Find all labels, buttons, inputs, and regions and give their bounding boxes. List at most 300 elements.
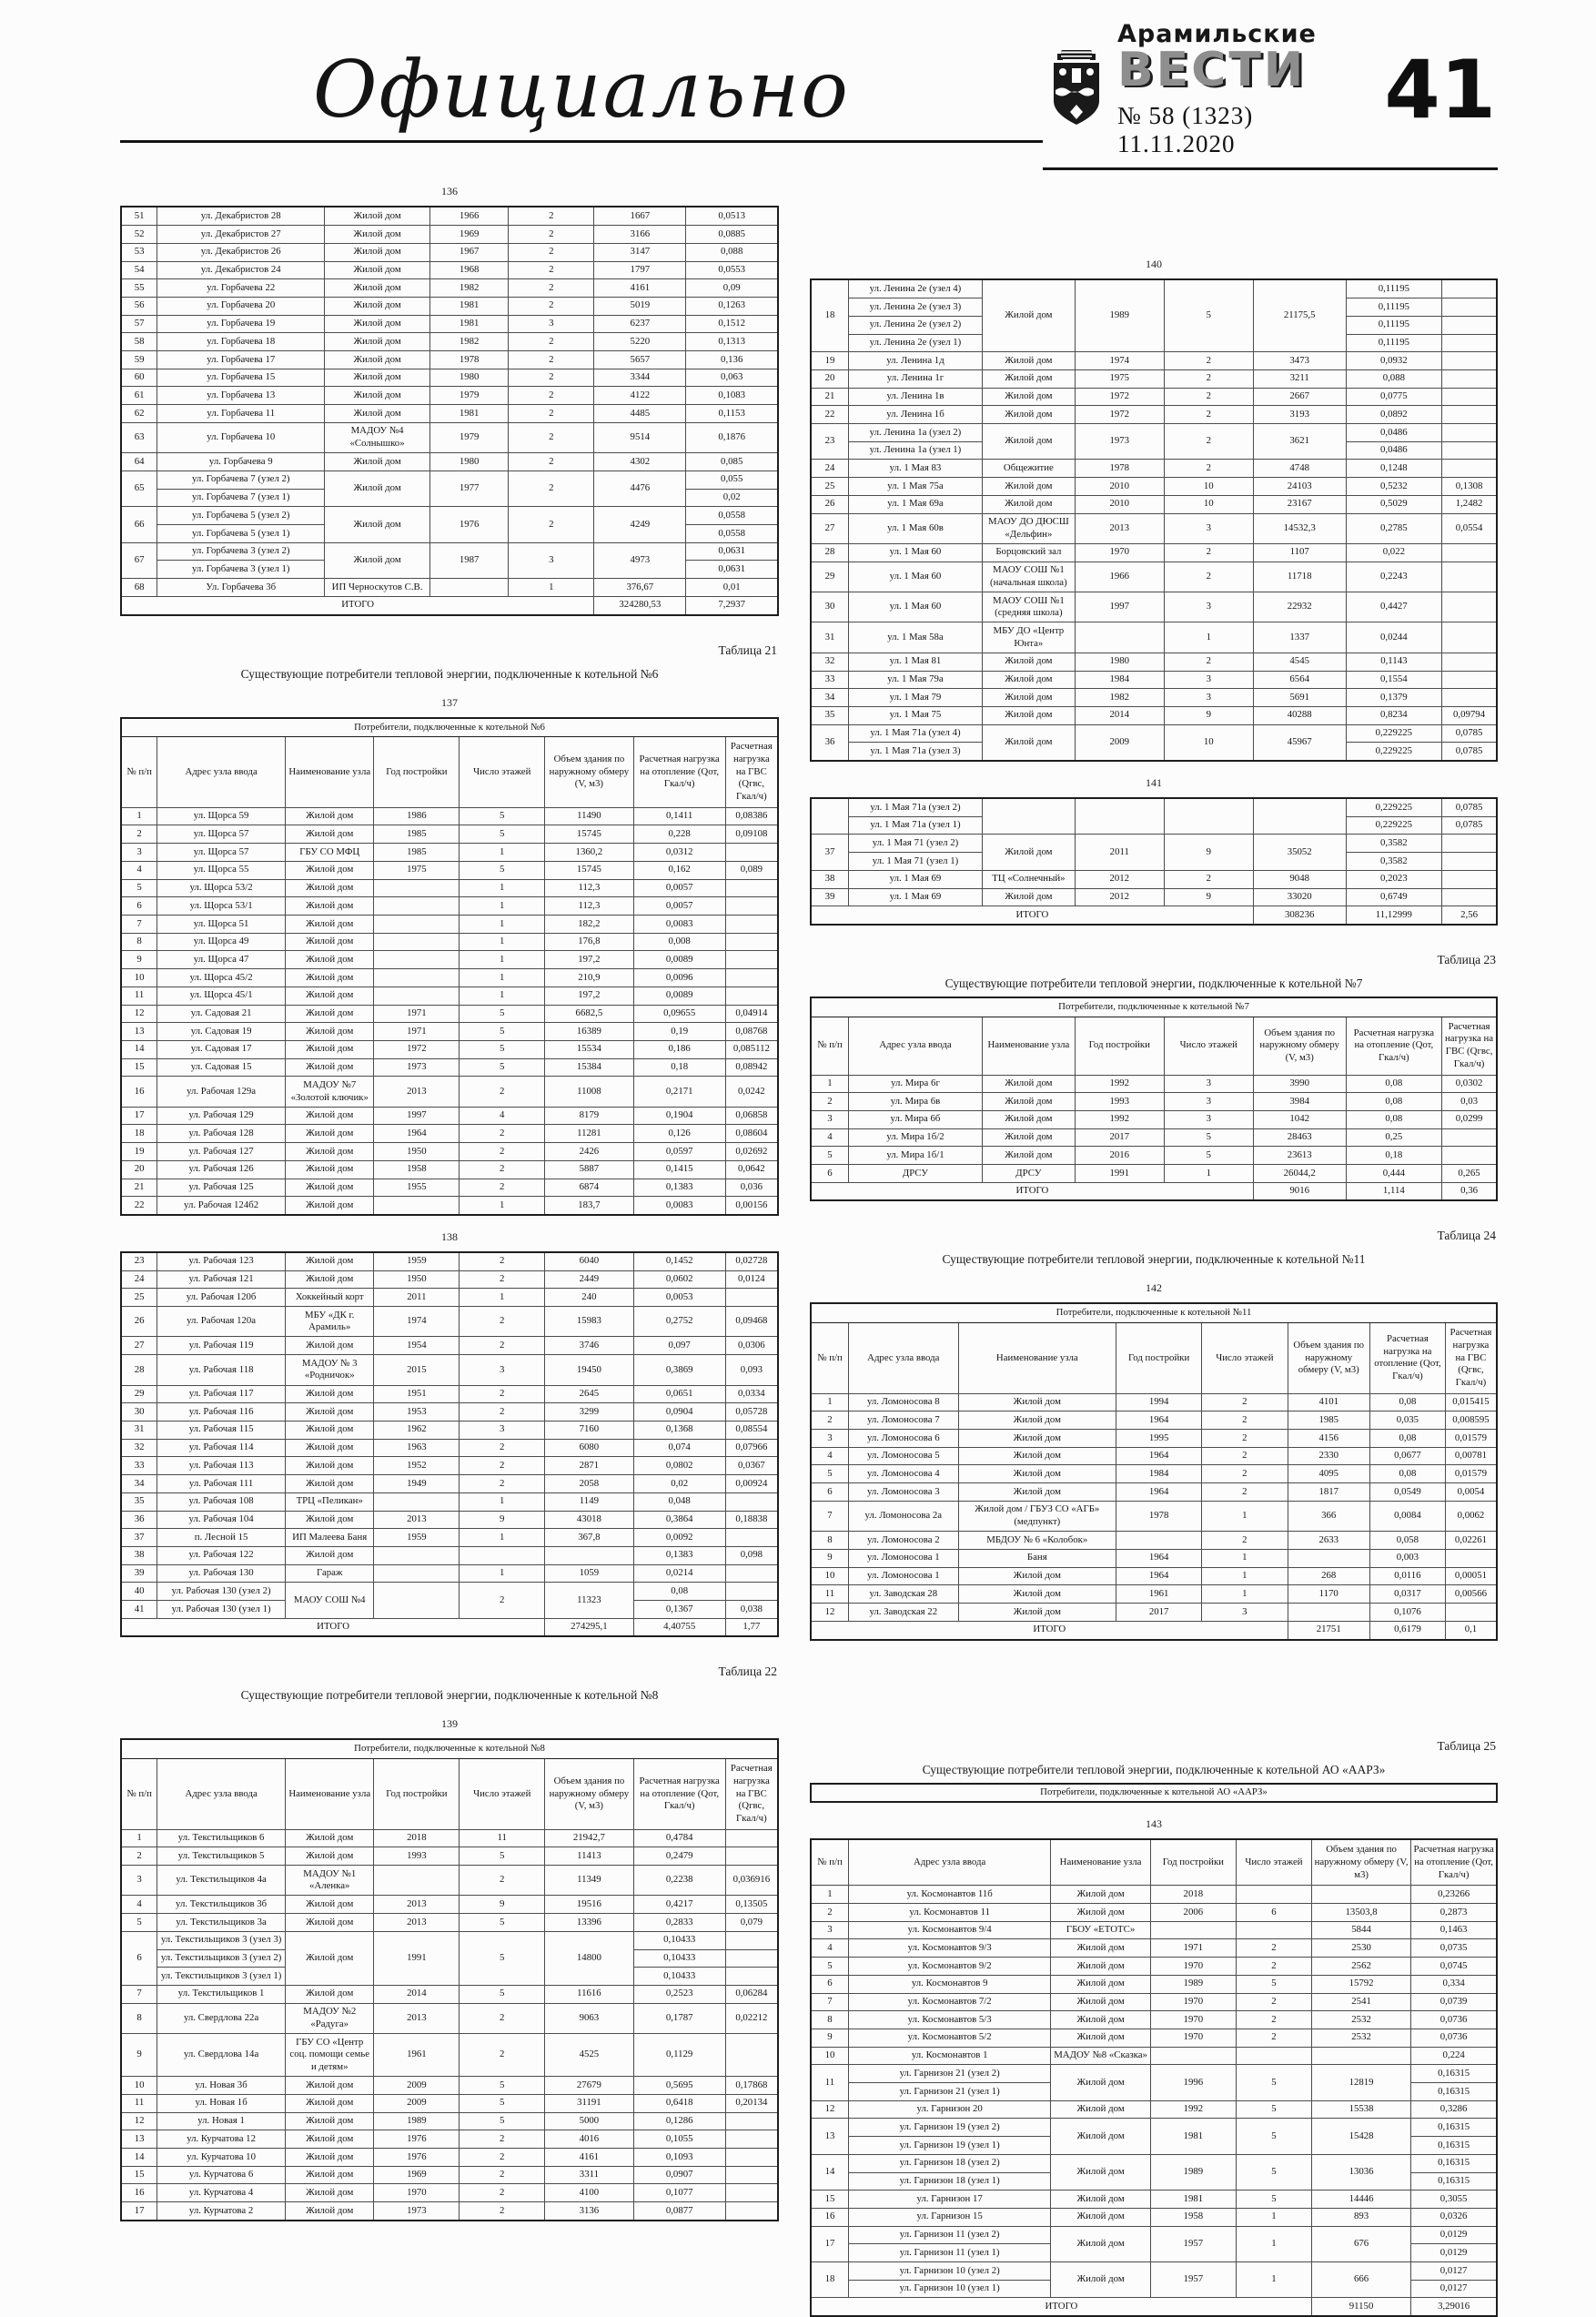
- table-cell: 10: [811, 2047, 848, 2065]
- table-row: [121, 453, 778, 471]
- table-cell: 9: [1164, 888, 1253, 906]
- table-cell: 1: [121, 807, 157, 825]
- table-cell: 28463: [1253, 1128, 1346, 1147]
- table-cell: ул. Рабочая 120а: [157, 1307, 286, 1337]
- table-cell: 1981: [429, 405, 509, 423]
- table-cell: 5: [460, 2094, 545, 2112]
- table-cell: Жилой дом: [1051, 1975, 1150, 1993]
- table-cell: ул. Космонавтов 9/2: [848, 1958, 1050, 1976]
- table-cell: 8: [811, 2011, 848, 2029]
- table-cell: 0,16315: [1411, 2065, 1497, 2083]
- table-cell: 0,0602: [633, 1270, 725, 1289]
- table-title: Существующие потребители тепловой энергии, подключенные к котельной №11: [942, 1252, 1366, 1267]
- table-cell: 12: [121, 2112, 157, 2130]
- table-cell: 1976: [374, 2130, 460, 2149]
- table-cell: 1667: [594, 207, 686, 225]
- table-cell: 5: [121, 879, 157, 897]
- table-cell: 5: [460, 1058, 545, 1077]
- table-cell: 1969: [429, 226, 509, 244]
- table-cell: Жилой дом: [285, 1197, 373, 1215]
- table-cell: 27679: [545, 2077, 633, 2095]
- table-cell: Жилой дом: [1051, 2011, 1150, 2029]
- table-cell: 0,18: [1346, 1147, 1442, 1165]
- data-table: [120, 1251, 779, 1637]
- table-cell: 12819: [1311, 2065, 1410, 2100]
- table-cell: [1445, 1604, 1497, 1622]
- table-cell: 1977: [429, 470, 509, 506]
- table-cell: 18: [121, 1125, 157, 1143]
- table-row: [811, 1501, 1497, 1531]
- table-cell: Жилой дом: [285, 2094, 373, 2112]
- table-cell: 1971: [1150, 1939, 1236, 1958]
- table-cell: ИТОГО: [121, 1618, 545, 1636]
- table-cell: 25: [121, 1289, 157, 1307]
- table-cell: 7: [811, 1993, 848, 2011]
- table-cell: 0,0785: [1442, 724, 1497, 743]
- table-row: [121, 1759, 778, 1830]
- table-row: [121, 1618, 778, 1636]
- table-cell: Объем здания по наружному обмеру (V, м3): [545, 1759, 633, 1830]
- table-cell: [1236, 2047, 1311, 2065]
- table-cell: [374, 1564, 460, 1583]
- table-cell: ул. 1 Мая 75: [848, 706, 982, 724]
- table-cell: 11: [811, 1585, 848, 1604]
- table-sheet-number: 138: [441, 1229, 458, 1243]
- table-cell: 0,00566: [1445, 1585, 1497, 1604]
- table-cell: 2017: [1116, 1604, 1202, 1622]
- table-cell: 9016: [1253, 1182, 1346, 1200]
- table-cell: ул. Гарнизон 10 (узел 2): [848, 2262, 1050, 2281]
- table-cell: 12: [811, 1604, 848, 1622]
- table-cell: 0,162: [633, 861, 725, 879]
- table-cell: 0,0244: [1346, 622, 1442, 653]
- city-crest-icon: [1048, 48, 1105, 131]
- table-cell: 3: [811, 1110, 848, 1128]
- table-cell: Объем здания по наружному обмеру (V, м3): [1311, 1839, 1410, 1886]
- table-cell: [1442, 562, 1497, 592]
- table-cell: Жилой дом: [982, 1093, 1075, 1111]
- table-cell: 0,088: [686, 243, 778, 261]
- table-cell: 0,02692: [725, 1143, 778, 1161]
- table-row: [121, 1421, 778, 1439]
- table-cell: 0,11195: [1346, 334, 1442, 352]
- table-cell: ул. Ленина 2е (узел 1): [848, 334, 982, 352]
- table-cell: ул. Горбачева 3 (узел 2): [157, 542, 325, 561]
- table-cell: 1957: [1150, 2226, 1236, 2261]
- table-cell: 1985: [374, 825, 460, 844]
- table-cell: 4973: [594, 542, 686, 578]
- table-cell: Потребители, подключенные к котельной №11: [811, 1303, 1497, 1322]
- table-row: [811, 513, 1497, 543]
- table-cell: 1: [811, 1075, 848, 1093]
- table-cell: 5: [460, 1985, 545, 2003]
- table-cell: Жилой дом: [285, 1421, 373, 1439]
- table-cell: МАДОУ №2 «Радуга»: [285, 2003, 373, 2033]
- table-cell: 2: [1236, 1939, 1311, 1958]
- table-cell: 31191: [545, 2094, 633, 2112]
- table-cell: 25: [811, 478, 848, 496]
- table-cell: [545, 1546, 633, 1564]
- table-cell: 2: [1202, 1393, 1288, 1411]
- table-cell: [1442, 406, 1497, 424]
- table-cell: 5: [460, 825, 545, 844]
- table-cell: 0,0785: [1442, 816, 1497, 835]
- table-cell: ул. Рабочая 120б: [157, 1289, 286, 1307]
- table-cell: 0,0877: [633, 2202, 725, 2221]
- table-cell: 1952: [374, 1457, 460, 1475]
- table-cell: 0,022: [1346, 543, 1442, 562]
- table-cell: 2541: [1311, 1993, 1410, 2011]
- table-cell: [429, 579, 509, 597]
- table-cell: 0,0775: [1346, 388, 1442, 406]
- table-cell: 0,3582: [1346, 835, 1442, 853]
- table-cell: ул. Новая 1: [157, 2112, 286, 2130]
- table-cell: 0,0084: [1369, 1501, 1445, 1531]
- table-cell: 0,0736: [1411, 2029, 1497, 2047]
- table-cell: 0,00051: [1445, 1567, 1497, 1585]
- table-sheet-number: 143: [1146, 1817, 1162, 1831]
- table-cell: 1970: [374, 2184, 460, 2202]
- table-cell: 0,1076: [1369, 1604, 1445, 1622]
- table-row: [121, 2184, 778, 2202]
- table-row: [121, 2149, 778, 2167]
- table-cell: 0,136: [686, 351, 778, 369]
- table-row: [121, 207, 778, 225]
- table-row: [121, 369, 778, 387]
- table-cell: ул. Космонавтов 11б: [848, 1886, 1050, 1904]
- table-row: [121, 1125, 778, 1143]
- table-cell: Адрес узла ввода: [848, 1017, 982, 1075]
- table-cell: 15428: [1311, 2119, 1410, 2154]
- table-cell: ул. Рабочая 111: [157, 1475, 286, 1493]
- table-row: [811, 406, 1497, 424]
- table-cell: [374, 879, 460, 897]
- table-cell: Год постройки: [374, 1759, 460, 1830]
- table-cell: 39: [121, 1564, 157, 1583]
- table-cell: Жилой дом: [1051, 2065, 1150, 2100]
- table-cell: 14446: [1311, 2191, 1410, 2209]
- table-cell: 3: [1164, 1075, 1253, 1093]
- table-title: Существующие потребители тепловой энергии, подключенные к котельной №6: [240, 666, 659, 681]
- table-cell: 2: [1202, 1532, 1288, 1550]
- table-cell: 0,09108: [725, 825, 778, 844]
- table-cell: 0,04914: [725, 1005, 778, 1023]
- table-cell: 3: [1164, 1110, 1253, 1128]
- table-cell: 0,10433: [633, 1949, 725, 1968]
- table-cell: ул. Горбачева 18: [157, 333, 325, 351]
- table-row: [121, 2166, 778, 2184]
- table-cell: 367,8: [545, 1529, 633, 1547]
- table-cell: 0,08604: [725, 1125, 778, 1143]
- table-row: [811, 1839, 1497, 1886]
- table-cell: ул. Ломоносова 5: [848, 1447, 958, 1465]
- table-cell: № п/п: [811, 1017, 848, 1075]
- table-cell: 20: [121, 1160, 157, 1179]
- table-cell: 0,0642: [725, 1160, 778, 1179]
- table-cell: 0,2171: [633, 1077, 725, 1107]
- table-cell: ул. Космонавтов 9/4: [848, 1921, 1050, 1939]
- table-row: [121, 1040, 778, 1058]
- table-row: [811, 1430, 1497, 1448]
- table-cell: Жилой дом: [285, 1985, 373, 2003]
- table-cell: 676: [1311, 2226, 1410, 2261]
- table-cell: 16: [121, 2184, 157, 2202]
- table-cell: 2: [811, 1411, 848, 1430]
- table-cell: Жилой дом: [325, 226, 430, 244]
- table-cell: Расчетная нагрузка на отопление (Qот, Гкал/ч): [1411, 1839, 1497, 1886]
- table-cell: МБДОУ № 6 «Колобок»: [958, 1532, 1116, 1550]
- data-table: [810, 997, 1498, 1201]
- table-cell: 38: [811, 870, 848, 888]
- table-cell: 2: [460, 2202, 545, 2221]
- table-cell: 8: [811, 1532, 848, 1550]
- table-cell: 1955: [374, 1179, 460, 1197]
- table-row: [121, 1179, 778, 1197]
- table-cell: 5: [460, 807, 545, 825]
- table-cell: Жилой дом: [285, 969, 373, 987]
- table-cell: 36: [121, 1511, 157, 1529]
- table-cell: Расчетная нагрузка на ГВС (Qгвс, Гкал/ч): [725, 1759, 778, 1830]
- table-cell: ул. Щорса 45/2: [157, 969, 286, 987]
- table-cell: 112,3: [545, 879, 633, 897]
- table-cell: ул. Мира 1б/1: [848, 1147, 982, 1165]
- table-cell: 0,055: [686, 470, 778, 489]
- table-cell: 0,3286: [1411, 2100, 1497, 2119]
- table-cell: 2: [460, 1385, 545, 1403]
- table-label: Таблица 21: [718, 642, 777, 657]
- table-cell: 0,0302: [1442, 1075, 1497, 1093]
- table-cell: 1968: [429, 261, 509, 279]
- table-cell: 0,08942: [725, 1058, 778, 1077]
- table-cell: 0,20134: [725, 2094, 778, 2112]
- table-row: [121, 596, 778, 614]
- table-cell: 0,06858: [725, 1107, 778, 1125]
- table-cell: [1442, 853, 1497, 871]
- table-cell: Жилой дом: [982, 388, 1075, 406]
- table-cell: ул. Декабристов 26: [157, 243, 325, 261]
- table-cell: МАОУ ДО ДЮСШ «Дельфин»: [982, 513, 1075, 543]
- table-row: [121, 1403, 778, 1422]
- table-cell: 2013: [374, 1896, 460, 1914]
- table-cell: 7: [121, 1985, 157, 2003]
- table-cell: 6: [121, 897, 157, 916]
- table-cell: [1288, 1604, 1369, 1622]
- table-cell: 5: [460, 861, 545, 879]
- table-cell: ул. Ломоносова 1: [848, 1549, 958, 1567]
- table-cell: 0,2479: [633, 1847, 725, 1866]
- table-cell: 1984: [1116, 1465, 1202, 1483]
- table-cell: Жилой дом: [285, 1058, 373, 1077]
- table-cell: 19516: [545, 1896, 633, 1914]
- table-cell: 3344: [594, 369, 686, 387]
- table-cell: 3: [1164, 671, 1253, 689]
- table-cell: [725, 1829, 778, 1847]
- table-row: [811, 543, 1497, 562]
- table-cell: 4: [811, 1447, 848, 1465]
- table-cell: Жилой дом: [982, 1110, 1075, 1128]
- table-row: [121, 1492, 778, 1511]
- table-cell: [374, 933, 460, 951]
- table-cell: 0,1554: [1346, 671, 1442, 689]
- table-cell: 5: [460, 1023, 545, 1041]
- table-cell: № п/п: [811, 1839, 848, 1886]
- table-cell: 28: [811, 543, 848, 562]
- table-cell: 0,1093: [633, 2149, 725, 2167]
- table-row: [121, 2003, 778, 2033]
- table-cell: 21: [811, 388, 848, 406]
- table-cell: [1442, 888, 1497, 906]
- table-cell: Жилой дом: [285, 1107, 373, 1125]
- table-cell: Жилой дом: [285, 2112, 373, 2130]
- table-row: [811, 279, 1497, 298]
- table-cell: ул. Ломоносова 8: [848, 1393, 958, 1411]
- table-cell: МАДОУ №8 «Сказка»: [1051, 2047, 1150, 2065]
- table-cell: ул. Гарнизон 10 (узел 1): [848, 2280, 1050, 2298]
- table-cell: 0,063: [686, 369, 778, 387]
- table-cell: ул. Горбачева 11: [157, 405, 325, 423]
- table-cell: 0,08: [1346, 1093, 1442, 1111]
- table-cell: 0,16315: [1411, 2137, 1497, 2155]
- table-cell: 14: [121, 2149, 157, 2167]
- table-cell: 2: [1202, 1465, 1288, 1483]
- table-cell: ул. Курчатова 4: [157, 2184, 286, 2202]
- table-cell: 0,0367: [725, 1457, 778, 1475]
- table-cell: Ул. Горбачева 3б: [157, 579, 325, 597]
- table-row: [121, 986, 778, 1005]
- table-cell: Потребители, подключенные к котельной АО «ААРЗ»: [811, 1784, 1497, 1803]
- table-cell: Жилой дом: [285, 1252, 373, 1270]
- table-cell: 2: [1236, 1993, 1311, 2011]
- table-cell: [725, 2130, 778, 2149]
- table-cell: [1075, 622, 1164, 653]
- table-cell: 0,0631: [686, 542, 778, 561]
- table-cell: 1: [1202, 1549, 1288, 1567]
- table-cell: 15538: [1311, 2100, 1410, 2119]
- table-row: [121, 279, 778, 298]
- table-cell: 2013: [374, 1914, 460, 1932]
- table-cell: ул. Гарнизон 21 (узел 1): [848, 2083, 1050, 2101]
- table-cell: ул. Рабочая 129: [157, 1107, 286, 1125]
- table-cell: 0,038: [725, 1601, 778, 1619]
- table-cell: ИТОГО: [121, 596, 594, 614]
- table-row: [811, 653, 1497, 671]
- table-cell: [725, 1847, 778, 1866]
- table-cell: [1442, 671, 1497, 689]
- table-row: [121, 1270, 778, 1289]
- table-cell: 0,079: [725, 1914, 778, 1932]
- table-cell: 1953: [374, 1403, 460, 1422]
- table-row: [811, 1393, 1497, 1411]
- table-cell: 2: [509, 351, 594, 369]
- table-row: [121, 2112, 778, 2130]
- table-cell: 1797: [594, 261, 686, 279]
- table-cell: 0,0904: [633, 1403, 725, 1422]
- table-cell: 5: [1236, 2065, 1311, 2100]
- table-cell: Наименование узла: [1051, 1839, 1150, 1886]
- table-cell: [725, 879, 778, 897]
- table-cell: 1982: [1075, 689, 1164, 707]
- table-row: [121, 737, 778, 808]
- table-cell: 1972: [374, 1040, 460, 1058]
- table-cell: Жилой дом: [325, 207, 430, 225]
- table-cell: [1442, 352, 1497, 370]
- table-cell: 1984: [1075, 671, 1164, 689]
- table-cell: ул. Щорса 45/1: [157, 986, 286, 1005]
- table-cell: 67: [121, 542, 157, 578]
- table-cell: 23613: [1253, 1147, 1346, 1165]
- table-cell: 0,5029: [1346, 495, 1442, 513]
- table-cell: 5: [1164, 1147, 1253, 1165]
- table-cell: 0,08: [1369, 1465, 1445, 1483]
- table-cell: ул. 1 Мая 79: [848, 689, 982, 707]
- table-cell: 0,1876: [686, 422, 778, 452]
- table-cell: 11616: [545, 1985, 633, 2003]
- table-cell: 0,098: [725, 1546, 778, 1564]
- table-cell: 4525: [545, 2034, 633, 2077]
- table-row: [121, 1337, 778, 1355]
- table-cell: 1: [460, 879, 545, 897]
- table-cell: 0,008: [633, 933, 725, 951]
- table-label: Таблица 25: [1437, 1738, 1496, 1753]
- table-cell: 1978: [1075, 460, 1164, 478]
- table-cell: 39: [811, 888, 848, 906]
- table-cell: 4101: [1288, 1393, 1369, 1411]
- table-cell: 0,1055: [633, 2130, 725, 2149]
- table-cell: 1967: [429, 243, 509, 261]
- table-cell: 197,2: [545, 986, 633, 1005]
- table-cell: ул. Ломоносова 1: [848, 1567, 958, 1585]
- table-row: [121, 387, 778, 405]
- table-cell: 2: [509, 207, 594, 225]
- table-cell: 1966: [429, 207, 509, 225]
- table-cell: 8179: [545, 1107, 633, 1125]
- table-cell: 2: [509, 405, 594, 423]
- table-cell: ул. 1 Мая 60в: [848, 513, 982, 543]
- table-cell: 2: [460, 1143, 545, 1161]
- table-cell: ул. Декабристов 28: [157, 207, 325, 225]
- table-cell: ГБУ СО МФЦ: [285, 844, 373, 862]
- left-column: [120, 170, 779, 2221]
- table-cell: № п/п: [121, 1759, 157, 1830]
- table-cell: 3: [1202, 1604, 1288, 1622]
- table-cell: 5: [1236, 1975, 1311, 1993]
- table-row: [811, 1110, 1497, 1128]
- table-cell: ДРСУ: [982, 1165, 1075, 1183]
- table-cell: 21942,7: [545, 1829, 633, 1847]
- table-cell: ул. Садовая 17: [157, 1040, 286, 1058]
- table-cell: 0,0677: [1369, 1447, 1445, 1465]
- table-cell: 2532: [1311, 2011, 1410, 2029]
- table-cell: 2532: [1311, 2029, 1410, 2047]
- table-cell: Жилой дом: [958, 1411, 1116, 1430]
- table-cell: Год постройки: [1150, 1839, 1236, 1886]
- table-cell: 176,8: [545, 933, 633, 951]
- table-cell: 0,0907: [633, 2166, 725, 2184]
- table-cell: [374, 986, 460, 1005]
- table-row: [121, 1023, 778, 1041]
- table-cell: ул. Рабочая 130 (узел 2): [157, 1583, 286, 1601]
- table-cell: 1981: [429, 315, 509, 333]
- table-cell: 3621: [1253, 424, 1346, 460]
- table-cell: МАОУ СОШ №1 (средняя школа): [982, 592, 1075, 622]
- table-cell: 1964: [374, 1125, 460, 1143]
- table-cell: Жилой дом: [285, 807, 373, 825]
- table-cell: 0,10433: [633, 1968, 725, 1986]
- table-cell: 0,0083: [633, 916, 725, 934]
- table-cell: 0,265: [1442, 1165, 1497, 1183]
- table-cell: Жилой дом: [285, 1403, 373, 1422]
- table-cell: ул. Заводская 22: [848, 1604, 958, 1622]
